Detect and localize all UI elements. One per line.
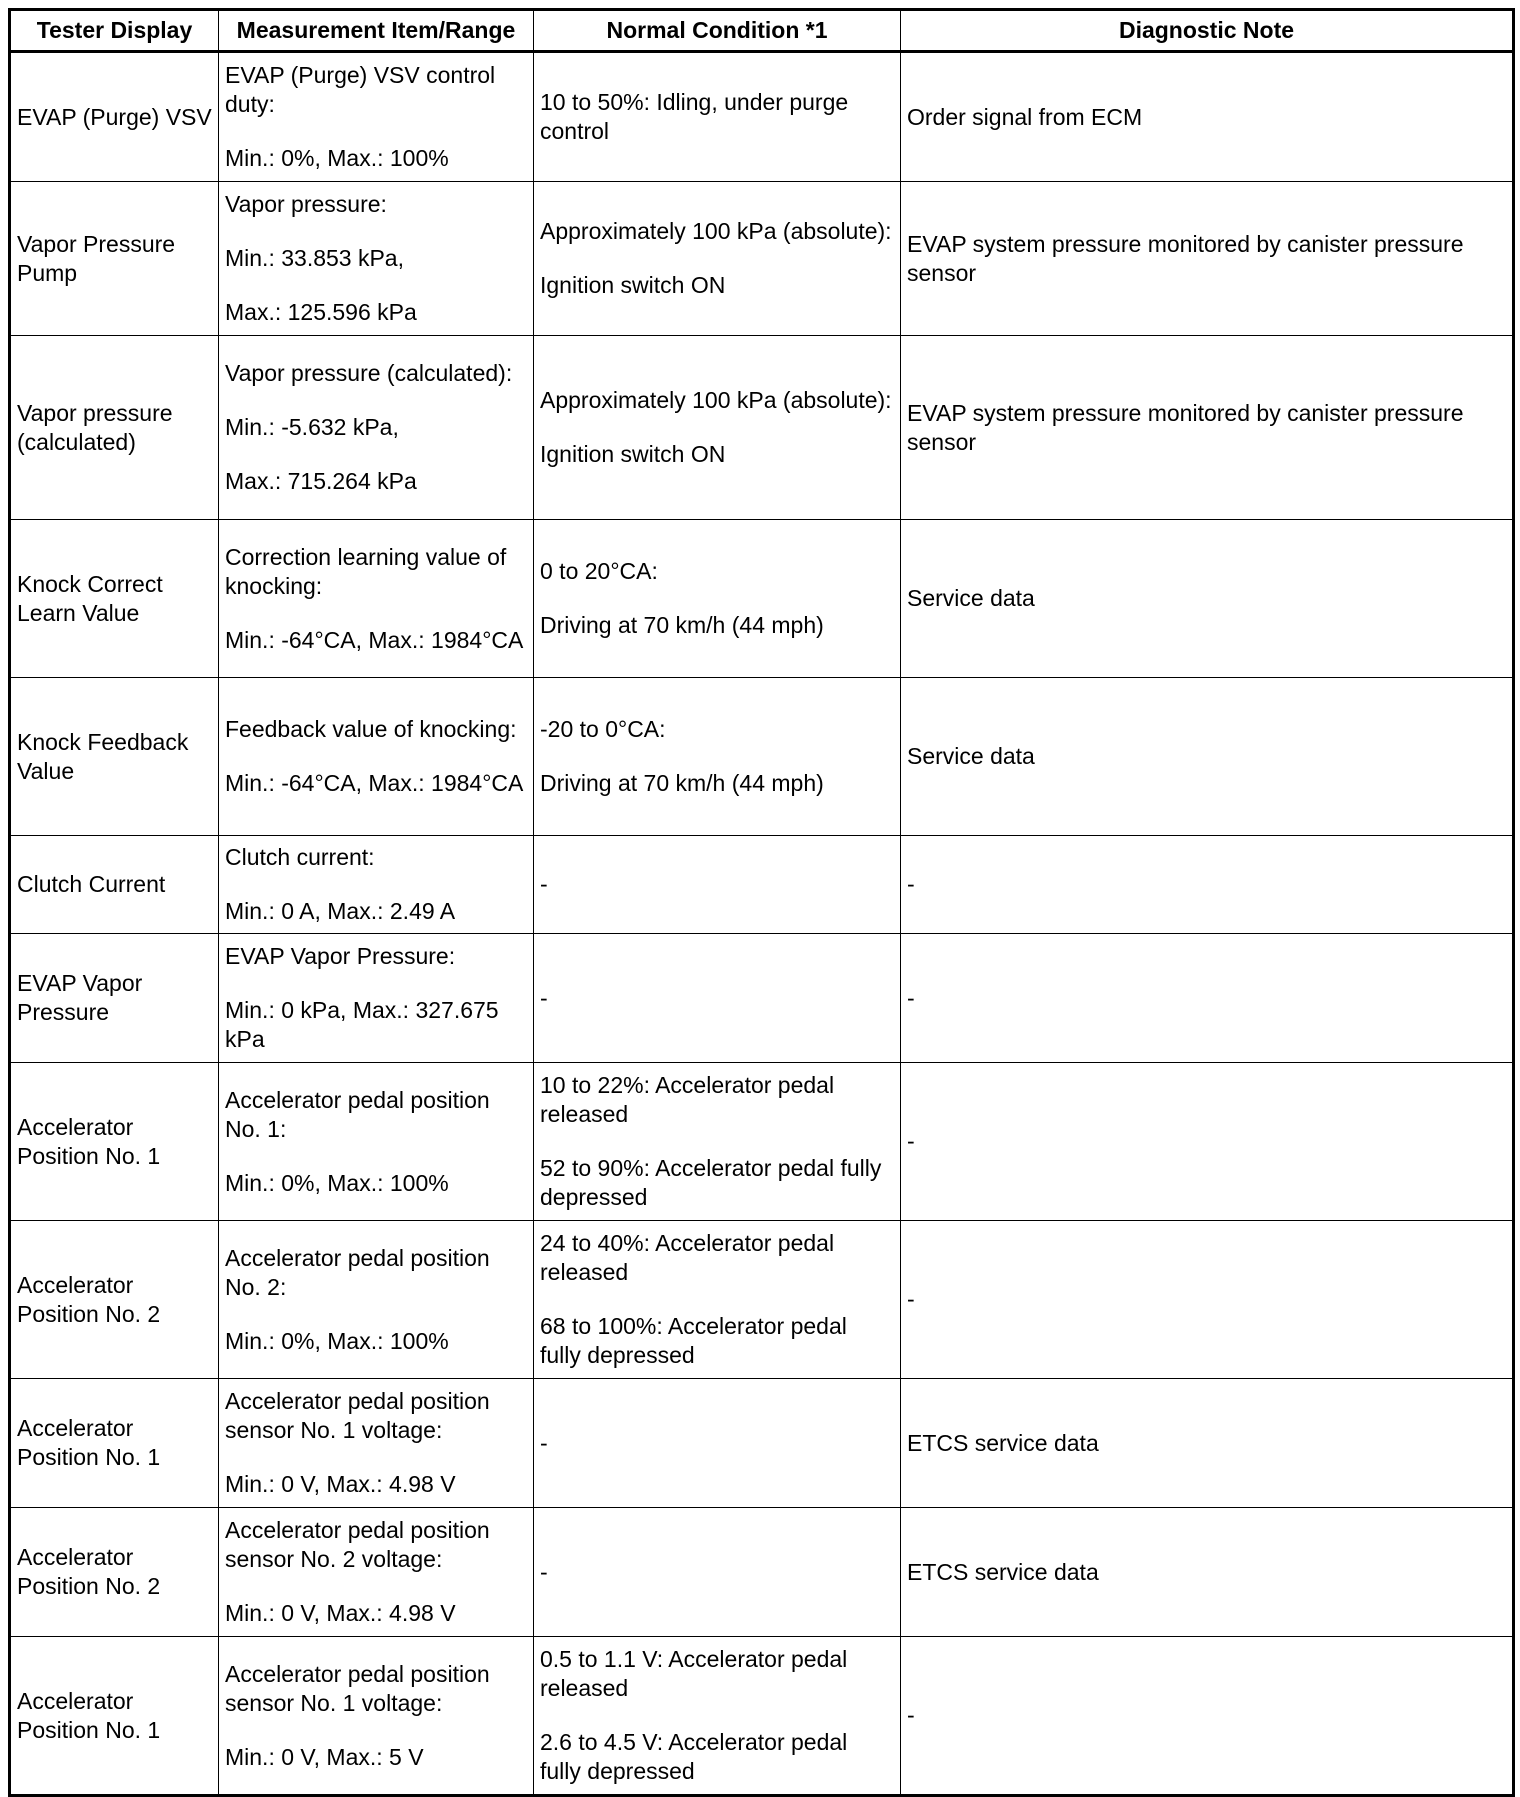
cell-normal-condition: 0 to 20°CA: Driving at 70 km/h (44 mph)	[534, 520, 901, 678]
table-row	[10, 182, 1514, 336]
table-row	[10, 1379, 1514, 1508]
cell-diagnostic-note: -	[901, 1221, 1514, 1379]
cell-normal-condition: 0.5 to 1.1 V: Accelerator pedal released 2.6 to 4.5 V: Accelerator pedal fully depressed	[534, 1637, 901, 1796]
cell-measurement-range: Accelerator pedal position No. 1: Min.: 0%, Max.: 100%	[219, 1063, 534, 1221]
cell-tester-display: Accelerator Position No. 2	[10, 1221, 219, 1379]
cell-diagnostic-note: -	[901, 1063, 1514, 1221]
cell-normal-condition: -20 to 0°CA: Driving at 70 km/h (44 mph)	[534, 678, 901, 836]
cell-measurement-range: Accelerator pedal position sensor No. 1 voltage: Min.: 0 V, Max.: 5 V	[219, 1637, 534, 1796]
cell-normal-condition: -	[534, 836, 901, 934]
cell-measurement-range: Vapor pressure: Min.: 33.853 kPa, Max.: 125.596 kPa	[219, 182, 534, 336]
cell-measurement-range: EVAP Vapor Pressure: Min.: 0 kPa, Max.: 327.675 kPa	[219, 934, 534, 1063]
cell-tester-display: Accelerator Position No. 2	[10, 1508, 219, 1637]
cell-normal-condition: Approximately 100 kPa (absolute): Ignition switch ON	[534, 336, 901, 520]
cell-normal-condition: 10 to 22%: Accelerator pedal released 52 to 90%: Accelerator pedal fully depressed	[534, 1063, 901, 1221]
cell-tester-display: Vapor pressure (calculated)	[10, 336, 219, 520]
cell-measurement-range: Accelerator pedal position sensor No. 2 voltage: Min.: 0 V, Max.: 4.98 V	[219, 1508, 534, 1637]
header-measurement-range: Measurement Item/Range	[219, 10, 534, 52]
cell-measurement-range: Clutch current: Min.: 0 A, Max.: 2.49 A	[219, 836, 534, 934]
cell-diagnostic-note: ETCS service data	[901, 1508, 1514, 1637]
cell-diagnostic-note: -	[901, 836, 1514, 934]
cell-diagnostic-note: Service data	[901, 520, 1514, 678]
cell-normal-condition: -	[534, 934, 901, 1063]
table-row	[10, 1221, 1514, 1379]
cell-normal-condition: Approximately 100 kPa (absolute): Ignition switch ON	[534, 182, 901, 336]
cell-diagnostic-note: EVAP system pressure monitored by canister pressure sensor	[901, 182, 1514, 336]
cell-measurement-range: Correction learning value of knocking: Min.: -64°CA, Max.: 1984°CA	[219, 520, 534, 678]
data-list-sheet	[8, 8, 1512, 1784]
table-row	[10, 1508, 1514, 1637]
cell-measurement-range: EVAP (Purge) VSV control duty: Min.: 0%, Max.: 100%	[219, 52, 534, 182]
cell-diagnostic-note: EVAP system pressure monitored by canister pressure sensor	[901, 336, 1514, 520]
cell-diagnostic-note: ETCS service data	[901, 1379, 1514, 1508]
cell-measurement-range: Vapor pressure (calculated): Min.: -5.632 kPa, Max.: 715.264 kPa	[219, 336, 534, 520]
table-header-row	[10, 10, 1514, 52]
cell-normal-condition: 10 to 50%: Idling, under purge control	[534, 52, 901, 182]
cell-diagnostic-note: -	[901, 1637, 1514, 1796]
cell-tester-display: Knock Correct Learn Value	[10, 520, 219, 678]
cell-tester-display: Vapor Pressure Pump	[10, 182, 219, 336]
table-row	[10, 836, 1514, 934]
header-diagnostic-note: Diagnostic Note	[901, 10, 1514, 52]
cell-tester-display: Accelerator Position No. 1	[10, 1063, 219, 1221]
cell-normal-condition: -	[534, 1508, 901, 1637]
cell-tester-display: EVAP (Purge) VSV	[10, 52, 219, 182]
cell-measurement-range: Accelerator pedal position No. 2: Min.: 0%, Max.: 100%	[219, 1221, 534, 1379]
cell-measurement-range: Accelerator pedal position sensor No. 1 voltage: Min.: 0 V, Max.: 4.98 V	[219, 1379, 534, 1508]
cell-measurement-range: Feedback value of knocking: Min.: -64°CA, Max.: 1984°CA	[219, 678, 534, 836]
table-row	[10, 934, 1514, 1063]
cell-diagnostic-note: Order signal from ECM	[901, 52, 1514, 182]
cell-tester-display: Clutch Current	[10, 836, 219, 934]
header-normal-condition: Normal Condition *1	[534, 10, 901, 52]
cell-tester-display: EVAP Vapor Pressure	[10, 934, 219, 1063]
cell-normal-condition: 24 to 40%: Accelerator pedal released 68 to 100%: Accelerator pedal fully depressed	[534, 1221, 901, 1379]
cell-diagnostic-note: -	[901, 934, 1514, 1063]
data-list-table	[8, 8, 1515, 1797]
table-row	[10, 520, 1514, 678]
header-tester-display: Tester Display	[10, 10, 219, 52]
cell-tester-display: Accelerator Position No. 1	[10, 1637, 219, 1796]
table-row	[10, 1063, 1514, 1221]
cell-tester-display: Accelerator Position No. 1	[10, 1379, 219, 1508]
cell-normal-condition: -	[534, 1379, 901, 1508]
table-row	[10, 678, 1514, 836]
table-row	[10, 336, 1514, 520]
table-row	[10, 52, 1514, 182]
cell-diagnostic-note: Service data	[901, 678, 1514, 836]
cell-tester-display: Knock Feedback Value	[10, 678, 219, 836]
table-row	[10, 1637, 1514, 1796]
